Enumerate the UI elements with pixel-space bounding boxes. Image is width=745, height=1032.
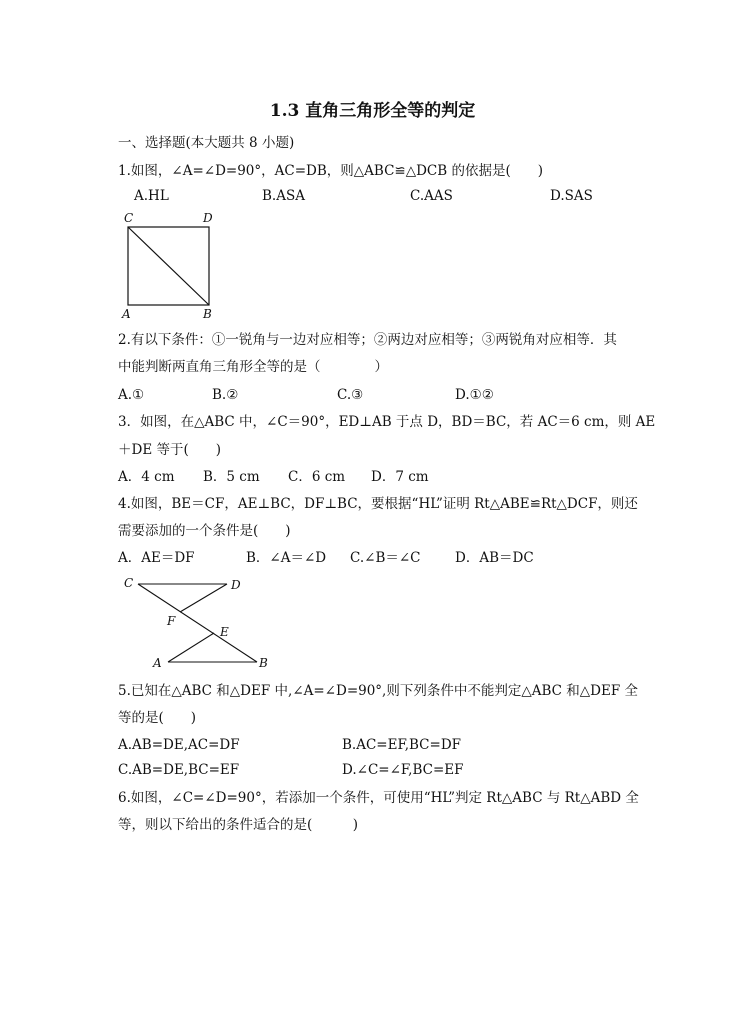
question-2-stem-line-1: 2.有以下条件：①一锐角与一边对应相等；②两边对应相等；③两锐角对应相等．其	[118, 332, 617, 348]
question-1-stem: 1.如图，∠A=∠D=90°，AC=DB，则△ABC≌△DCB 的依据是( )	[118, 163, 543, 179]
figure1-label-b: B	[203, 307, 212, 321]
figure1-label-a: A	[122, 307, 131, 321]
question-2-option-c: C.③	[337, 387, 364, 403]
question-4-option-b: B．∠A＝∠D	[246, 550, 327, 566]
question-6-stem-line-1: 6.如图，∠C=∠D=90°，若添加一个条件，可使用“HL”判定 Rt△ABC 与 Rt△ABD 全	[118, 790, 639, 806]
question-1-option-a: A.HL	[134, 188, 169, 204]
question-4-stem-line-1: 4.如图，BE＝CF，AE⊥BC，DF⊥BC，要根据“HL”证明 Rt△ABE≌Rt△DCF，则还	[118, 496, 638, 512]
question-3-option-c: C．6 cm	[288, 469, 346, 485]
question-1-option-c: C.AAS	[410, 188, 453, 204]
figure4-label-b: B	[259, 656, 268, 670]
section-heading: 一、选择题(本大题共 8 小题)	[118, 135, 295, 151]
question-4-stem-line-2: 需要添加的一个条件是( )	[118, 523, 291, 539]
question-5-stem-line-1: 5.已知在△ABC 和△DEF 中,∠A=∠D=90°,则下列条件中不能判定△ABC 和△DEF 全	[118, 683, 638, 699]
question-4-option-c: C.∠B＝∠C	[350, 550, 421, 566]
question-2-stem-line-2: 中能判断两直角三角形全等的是（ ）	[118, 359, 388, 375]
diagonal-cb	[128, 227, 209, 305]
segment-df	[180, 584, 227, 612]
question-5-option-c: C.AB=DE,BC=EF	[118, 762, 240, 778]
figure4-label-d: D	[231, 578, 241, 592]
segment-ae	[168, 633, 214, 662]
question-3-stem-line-2: ＋DE 等于( )	[118, 442, 222, 458]
question-5-stem-line-2: 等的是( )	[118, 710, 197, 726]
question-5-option-b: B.AC=EF,BC=DF	[342, 737, 462, 753]
question-5-option-a: A.AB=DE,AC=DF	[118, 737, 240, 753]
question-2-option-a: A.①	[118, 387, 145, 403]
square-outline	[128, 227, 209, 305]
question-3-option-a: A．4 cm	[118, 469, 175, 485]
question-3-option-b: B．5 cm	[203, 469, 260, 485]
figure4-label-a: A	[153, 656, 162, 670]
question-3-option-d: D．7 cm	[371, 469, 429, 485]
question-5-option-d: D.∠C=∠F,BC=EF	[342, 762, 464, 778]
figure4-label-c: C	[124, 576, 134, 590]
page-title: 1.3 直角三角形全等的判定	[269, 101, 476, 121]
question-1-option-b: B.ASA	[262, 188, 305, 204]
figure4-label-f: F	[167, 614, 176, 628]
question-2-option-b: B.②	[212, 387, 239, 403]
question-2-option-d: D.①②	[455, 387, 494, 403]
question-4-option-a: A．AE＝DF	[118, 550, 195, 566]
figure1-label-c: C	[124, 211, 134, 225]
figure4-label-e: E	[220, 625, 229, 639]
figure1-label-d: D	[203, 211, 213, 225]
segment-cb	[138, 584, 257, 662]
question-6-stem-line-2: 等，则以下给出的条件适合的是( )	[118, 817, 359, 833]
question-4-option-d: D．AB＝DC	[455, 550, 534, 566]
question-3-stem-line-1: 3．如图，在△ABC 中，∠C＝90°，ED⊥AB 于点 D，BD＝BC，若 AC＝6 cm，则 AE	[118, 414, 656, 430]
question-1-option-d: D.SAS	[550, 188, 593, 204]
